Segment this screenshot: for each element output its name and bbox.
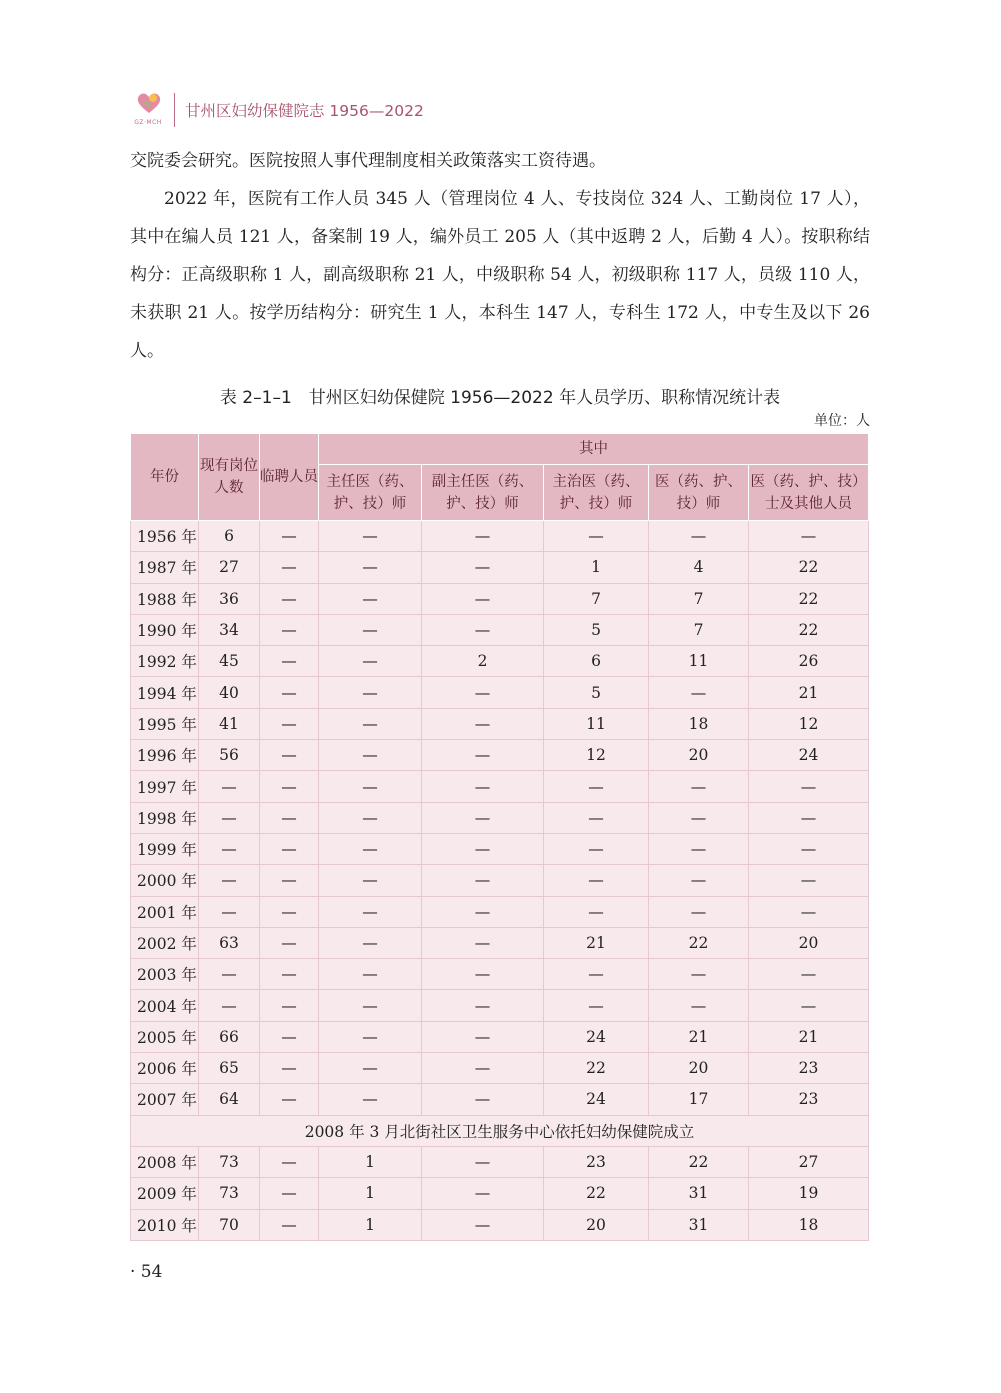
table-cell: —: [749, 865, 869, 896]
table-cell: —: [319, 771, 422, 802]
logo: [130, 89, 166, 131]
table-cell: 45: [199, 646, 260, 677]
row-year-cell: 1999 年: [131, 833, 199, 864]
table-row: [131, 740, 869, 771]
table-cell: —: [319, 896, 422, 927]
table-row: [131, 1146, 869, 1177]
row-year-cell: 1956 年: [131, 521, 199, 552]
table-body-after: [131, 1146, 869, 1240]
table-cell: 2: [422, 646, 544, 677]
table-row: [131, 865, 869, 896]
table-cell: 36: [199, 583, 260, 614]
table-cell: 5: [544, 614, 649, 645]
table-cell: —: [260, 865, 319, 896]
table-cell: —: [260, 1178, 319, 1209]
table-row: [131, 833, 869, 864]
row-year-cell: 1998 年: [131, 802, 199, 833]
table-cell: —: [199, 802, 260, 833]
table-cell: —: [260, 646, 319, 677]
table-cell: 1: [319, 1178, 422, 1209]
table-cell: 21: [544, 927, 649, 958]
table-cell: 23: [544, 1146, 649, 1177]
row-year-cell: 1988 年: [131, 583, 199, 614]
header-temp: 临聘人员: [260, 434, 319, 521]
table-row: [131, 927, 869, 958]
table-cell: —: [260, 833, 319, 864]
table-cell: —: [260, 740, 319, 771]
table-cell: —: [422, 740, 544, 771]
table-cell: —: [649, 521, 749, 552]
header-chief: 主任医（药、护、技）师: [319, 465, 422, 521]
table-cell: 20: [749, 927, 869, 958]
table-row: [131, 896, 869, 927]
table-cell: —: [544, 959, 649, 990]
table-cell: —: [260, 677, 319, 708]
row-year-cell: 2000 年: [131, 865, 199, 896]
table-cell: 40: [199, 677, 260, 708]
table-cell: —: [199, 959, 260, 990]
table-cell: —: [649, 677, 749, 708]
book-title: 甘州区妇幼保健院志 1956—2022: [185, 102, 424, 120]
table-row: [131, 646, 869, 677]
table-cell: —: [319, 865, 422, 896]
table-row: [131, 771, 869, 802]
table-cell: —: [422, 802, 544, 833]
table-cell: —: [544, 833, 649, 864]
table-cell: —: [544, 521, 649, 552]
table-cell: 18: [749, 1209, 869, 1240]
table-cell: 12: [749, 708, 869, 739]
table-cell: 5: [544, 677, 649, 708]
table-cell: —: [319, 959, 422, 990]
table-cell: —: [260, 614, 319, 645]
table-cell: —: [260, 896, 319, 927]
running-header: [130, 88, 424, 132]
table-row: [131, 1021, 869, 1052]
table-cell: —: [319, 677, 422, 708]
row-year-cell: 1992 年: [131, 646, 199, 677]
row-year-cell: 2009 年: [131, 1178, 199, 1209]
table-cell: 24: [544, 1021, 649, 1052]
table-cell: —: [422, 583, 544, 614]
table-cell: —: [260, 708, 319, 739]
table-cell: —: [649, 896, 749, 927]
table-cell: 41: [199, 708, 260, 739]
table-cell: —: [544, 896, 649, 927]
row-year-cell: 1990 年: [131, 614, 199, 645]
table-cell: 20: [649, 740, 749, 771]
table-cell: —: [422, 614, 544, 645]
table-cell: —: [260, 959, 319, 990]
table-cell: —: [749, 521, 869, 552]
row-year-cell: 2002 年: [131, 927, 199, 958]
table-row: [131, 614, 869, 645]
row-year-cell: 2006 年: [131, 1053, 199, 1084]
row-year-cell: 1987 年: [131, 552, 199, 583]
table-cell: —: [422, 677, 544, 708]
table-row: [131, 521, 869, 552]
table-cell: —: [422, 1146, 544, 1177]
table-cell: —: [544, 865, 649, 896]
table-row: [131, 1178, 869, 1209]
table-cell: 6: [544, 646, 649, 677]
table-cell: —: [422, 1209, 544, 1240]
table-cell: 24: [544, 1084, 649, 1115]
header-deputy-chief: 副主任医（药、护、技）师: [422, 465, 544, 521]
page-number: · 54: [130, 1262, 163, 1282]
table-cell: 21: [749, 677, 869, 708]
table-cell: —: [319, 740, 422, 771]
table-cell: 22: [749, 583, 869, 614]
table-row: [131, 802, 869, 833]
row-year-cell: 2004 年: [131, 990, 199, 1021]
row-year-cell: 2010 年: [131, 1209, 199, 1240]
table-cell: 66: [199, 1021, 260, 1052]
paragraph-2: 2022 年，医院有工作人员 345 人（管理岗位 4 人、专技岗位 324 人、工勤岗位 17 人），其中在编人员 121 人，备案制 19 人，编外员工 205 人（其中返聘 2 人，后勤 4 人）。按职称结构分：正高级职称 1 人，副高级职称 21 人，中级职称 54 人，初级职称 117 人，员级 110 人，未获职 21 人。按学历结构分：研究生 1 人，本科生 147 人，专科生 172 人，中专生及以下 26 人。: [130, 189, 870, 361]
row-year-cell: 1994 年: [131, 677, 199, 708]
table-unit: 单位：人: [814, 413, 870, 429]
table-cell: —: [422, 771, 544, 802]
table-cell: —: [422, 990, 544, 1021]
table-cell: 6: [199, 521, 260, 552]
table-note-row: [131, 1115, 869, 1146]
table-cell: 24: [749, 740, 869, 771]
table-cell: 27: [199, 552, 260, 583]
table-cell: —: [749, 833, 869, 864]
table-cell: —: [422, 927, 544, 958]
table-row: [131, 1209, 869, 1240]
table-cell: —: [422, 959, 544, 990]
staff-stats-table: [130, 433, 869, 1241]
row-year-cell: 1996 年: [131, 740, 199, 771]
row-year-cell: 2001 年: [131, 896, 199, 927]
table-row: [131, 677, 869, 708]
table-cell: 21: [649, 1021, 749, 1052]
header-current: 现有岗位人数: [199, 434, 260, 521]
table-cell: —: [649, 990, 749, 1021]
table-row: [131, 583, 869, 614]
table-cell: —: [260, 802, 319, 833]
table-cell: 22: [544, 1178, 649, 1209]
table-row: [131, 552, 869, 583]
table-cell: —: [422, 521, 544, 552]
table-cell: —: [199, 865, 260, 896]
header-divider: [174, 93, 175, 127]
header-assistant: 医（药、护、技）士及其他人员: [749, 465, 869, 521]
row-year-cell: 2005 年: [131, 1021, 199, 1052]
table-cell: —: [199, 833, 260, 864]
table-cell: —: [319, 1021, 422, 1052]
table-cell: —: [319, 990, 422, 1021]
table-cell: —: [319, 1084, 422, 1115]
table-cell: 22: [544, 1053, 649, 1084]
table-cell: —: [260, 1021, 319, 1052]
table-cell: —: [422, 1021, 544, 1052]
table-cell: —: [319, 833, 422, 864]
table-cell: —: [260, 771, 319, 802]
table-cell: 1: [319, 1146, 422, 1177]
table-cell: 56: [199, 740, 260, 771]
table-cell: —: [319, 552, 422, 583]
header-physician: 医（药、护、技）师: [649, 465, 749, 521]
table-cell: 4: [649, 552, 749, 583]
table-row: [131, 1053, 869, 1084]
row-year-cell: 2008 年: [131, 1146, 199, 1177]
table-cell: —: [260, 1084, 319, 1115]
table-cell: 34: [199, 614, 260, 645]
table-cell: —: [319, 646, 422, 677]
table-cell: —: [649, 771, 749, 802]
heart-logo-icon: [136, 91, 162, 115]
row-year-cell: 2007 年: [131, 1084, 199, 1115]
row-year-cell: 1995 年: [131, 708, 199, 739]
row-year-cell: 1997 年: [131, 771, 199, 802]
table-cell: —: [319, 583, 422, 614]
table-cell: 27: [749, 1146, 869, 1177]
table-row: [131, 708, 869, 739]
table-cell: 73: [199, 1178, 260, 1209]
table-body-before: [131, 521, 869, 1116]
table-cell: —: [544, 802, 649, 833]
table-cell: —: [649, 802, 749, 833]
table-cell: —: [199, 896, 260, 927]
table-cell: 18: [649, 708, 749, 739]
header-year: 年份: [131, 434, 199, 521]
header-group: 其中: [319, 434, 869, 465]
table-cell: —: [422, 865, 544, 896]
table-cell: —: [319, 708, 422, 739]
table-cell: 1: [319, 1209, 422, 1240]
table-cell: —: [319, 521, 422, 552]
table-cell: 22: [649, 1146, 749, 1177]
table-cell: —: [422, 1084, 544, 1115]
table-cell: —: [422, 1053, 544, 1084]
table-cell: 63: [199, 927, 260, 958]
table-note: 2008 年 3 月北街社区卫生服务中心依托妇幼保健院成立: [131, 1115, 869, 1146]
table-cell: —: [749, 896, 869, 927]
table-cell: 20: [544, 1209, 649, 1240]
table-cell: —: [260, 521, 319, 552]
table-caption: 表 2–1–1 甘州区妇幼保健院 1956—2022 年人员学历、职称情况统计表: [219, 388, 781, 408]
table-cell: —: [199, 771, 260, 802]
table-cell: —: [749, 990, 869, 1021]
table-cell: 31: [649, 1209, 749, 1240]
table-cell: 70: [199, 1209, 260, 1240]
table-cell: 23: [749, 1084, 869, 1115]
table-cell: 20: [649, 1053, 749, 1084]
table-cell: 22: [749, 552, 869, 583]
table-cell: —: [544, 771, 649, 802]
table-cell: —: [260, 1209, 319, 1240]
table-cell: —: [749, 802, 869, 833]
table-note-section: [131, 1115, 869, 1146]
table-cell: —: [319, 927, 422, 958]
table-cell: 1: [544, 552, 649, 583]
table-cell: 21: [749, 1021, 869, 1052]
table-cell: 22: [649, 927, 749, 958]
logo-text: GZ·MCH: [134, 119, 162, 126]
table-cell: —: [649, 865, 749, 896]
table-cell: —: [544, 990, 649, 1021]
table-cell: 65: [199, 1053, 260, 1084]
table-cell: —: [319, 802, 422, 833]
table-cell: —: [260, 990, 319, 1021]
table-row: [131, 990, 869, 1021]
table-cell: —: [749, 959, 869, 990]
table-cell: —: [422, 833, 544, 864]
row-year-cell: 2003 年: [131, 959, 199, 990]
table-cell: 7: [649, 583, 749, 614]
table-cell: —: [649, 833, 749, 864]
table-cell: —: [422, 708, 544, 739]
table-cell: —: [199, 990, 260, 1021]
table-cell: —: [260, 583, 319, 614]
table-cell: —: [260, 1053, 319, 1084]
header-attending: 主治医（药、护、技）师: [544, 465, 649, 521]
table-cell: 31: [649, 1178, 749, 1209]
table-cell: —: [260, 552, 319, 583]
table-cell: 7: [544, 583, 649, 614]
paragraph-1: 交院委会研究。医院按照人事代理制度相关政策落实工资待遇。: [130, 151, 606, 171]
table-cell: 17: [649, 1084, 749, 1115]
table-cell: —: [260, 1146, 319, 1177]
table-cell: 23: [749, 1053, 869, 1084]
table-cell: —: [260, 927, 319, 958]
table-cell: —: [749, 771, 869, 802]
table-cell: 19: [749, 1178, 869, 1209]
table-cell: 64: [199, 1084, 260, 1115]
table-cell: 11: [649, 646, 749, 677]
table-row: [131, 1084, 869, 1115]
table-cell: 11: [544, 708, 649, 739]
table-cell: 22: [749, 614, 869, 645]
body-text: [130, 142, 870, 370]
table-cell: —: [422, 552, 544, 583]
table-cell: —: [422, 1178, 544, 1209]
table-row: [131, 959, 869, 990]
table-cell: 12: [544, 740, 649, 771]
table-cell: —: [319, 1053, 422, 1084]
table-cell: 73: [199, 1146, 260, 1177]
table-cell: —: [422, 896, 544, 927]
table-cell: —: [319, 614, 422, 645]
table-cell: 7: [649, 614, 749, 645]
table-cell: 26: [749, 646, 869, 677]
table-cell: —: [649, 959, 749, 990]
